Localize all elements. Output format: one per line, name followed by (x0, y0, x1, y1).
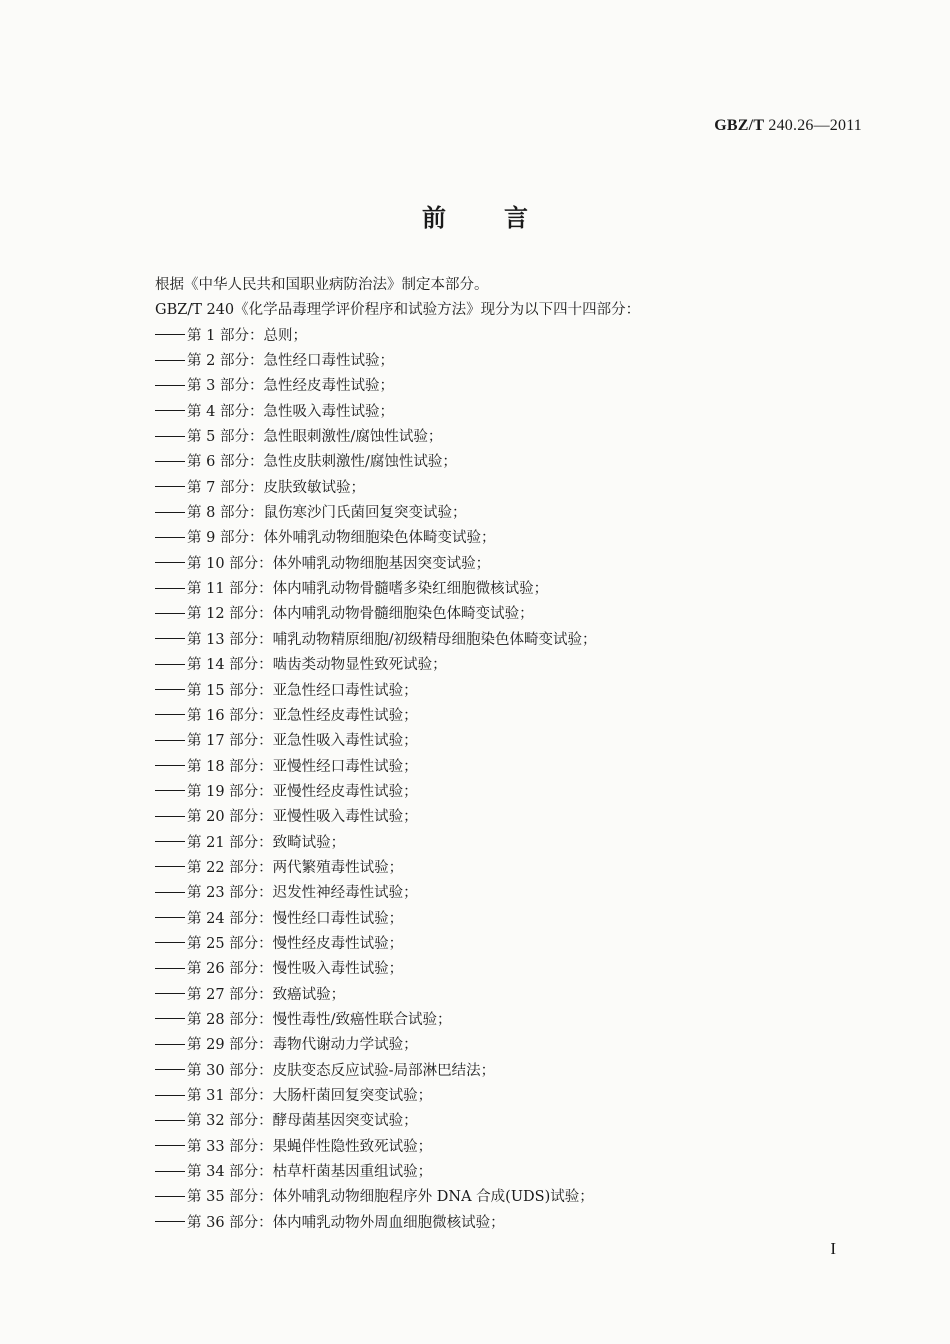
part-text: 第 18 部分：亚慢性经口毒性试验； (187, 758, 418, 775)
dash-mark (155, 714, 185, 715)
part-list-item (155, 907, 875, 932)
part-list-item (155, 1059, 875, 1084)
part-text: 第 14 部分：啮齿类动物显性致死试验； (187, 657, 447, 674)
part-list-item (155, 1185, 875, 1210)
part-list-item (155, 628, 875, 653)
dash-mark (155, 562, 185, 563)
part-list-item (155, 780, 875, 805)
dash-mark (155, 1120, 185, 1121)
part-text: 第 10 部分：体外哺乳动物细胞基因突变试验； (187, 555, 491, 572)
part-list-item (155, 805, 875, 830)
part-list-item (155, 729, 875, 754)
part-list-item (155, 1084, 875, 1109)
dash-mark (155, 689, 185, 690)
part-text: 第 7 部分：皮肤致敏试验； (187, 479, 365, 496)
part-text: 第 15 部分：亚急性经口毒性试验； (187, 682, 418, 699)
part-list-item (155, 1008, 875, 1033)
part-list-item (155, 552, 875, 577)
part-text: 第 22 部分：两代繁殖毒性试验； (187, 859, 404, 876)
part-list-item (155, 679, 875, 704)
part-text: 第 26 部分：慢性吸入毒性试验； (187, 961, 404, 978)
part-text: 第 25 部分：慢性经皮毒性试验； (187, 935, 404, 952)
dash-mark (155, 461, 185, 462)
part-list-item (155, 1160, 875, 1185)
standard-code (714, 117, 862, 135)
dash-mark (155, 942, 185, 943)
dash-mark (155, 486, 185, 487)
part-text: 第 2 部分：急性经口毒性试验； (187, 353, 394, 370)
part-list-item (155, 1109, 875, 1134)
dash-mark (155, 1196, 185, 1197)
dash-mark (155, 765, 185, 766)
part-text: 第 36 部分：体内哺乳动物外周血细胞微核试验； (187, 1214, 505, 1231)
part-text: 第 17 部分：亚急性吸入毒性试验； (187, 733, 418, 750)
dash-mark (155, 740, 185, 741)
part-list-item (155, 349, 875, 374)
dash-mark (155, 1044, 185, 1045)
page-title: 前言 (422, 204, 586, 232)
dash-mark (155, 790, 185, 791)
dash-mark (155, 360, 185, 361)
part-list-item (155, 831, 875, 856)
dash-mark (155, 1145, 185, 1146)
part-list-item (155, 602, 875, 627)
dash-mark (155, 664, 185, 665)
part-list-item (155, 704, 875, 729)
dash-mark (155, 613, 185, 614)
dash-mark (155, 588, 185, 589)
part-text: 第 4 部分：急性吸入毒性试验； (187, 403, 394, 420)
part-list-item (155, 374, 875, 399)
part-list-item (155, 476, 875, 501)
part-text: 第 1 部分：总则； (187, 327, 307, 344)
part-text: 第 27 部分：致癌试验； (187, 986, 346, 1003)
dash-mark (155, 385, 185, 386)
part-text: 第 19 部分：亚慢性经皮毒性试验； (187, 783, 418, 800)
part-text: 第 13 部分：哺乳动物精原细胞/初级精母细胞染色体畸变试验； (187, 631, 597, 648)
part-text: 第 35 部分：体外哺乳动物细胞程序外 DNA 合成(UDS)试验； (187, 1189, 594, 1206)
dash-mark (155, 968, 185, 969)
part-list-item (155, 1033, 875, 1058)
part-list-item (155, 856, 875, 881)
part-text: 第 23 部分：迟发性神经毒性试验； (187, 885, 418, 902)
part-list-item (155, 1211, 875, 1236)
dash-mark (155, 512, 185, 513)
standard-number: 240.26—2011 (768, 117, 862, 134)
dash-mark (155, 917, 185, 918)
part-list-item (155, 526, 875, 551)
intro-line: GBZ/T 240《化学品毒理学评价程序和试验方法》现分为以下四十四部分： (155, 302, 641, 319)
part-list-item (155, 653, 875, 678)
dash-mark (155, 993, 185, 994)
part-text: 第 8 部分：鼠伤寒沙门氏菌回复突变试验； (187, 505, 467, 522)
dash-mark (155, 892, 185, 893)
part-text: 第 29 部分：毒物代谢动力学试验； (187, 1037, 418, 1054)
dash-mark (155, 1018, 185, 1019)
dash-mark (155, 638, 185, 639)
part-text: 第 30 部分：皮肤变态反应试验-局部淋巴结法； (187, 1062, 496, 1079)
part-list-item (155, 1135, 875, 1160)
part-list-item (155, 755, 875, 780)
foreword-body (155, 273, 875, 1236)
part-list-item (155, 957, 875, 982)
intro-line: 根据《中华人民共和国职业病防治法》制定本部分。 (155, 277, 489, 293)
dash-mark (155, 1221, 185, 1222)
part-text: 第 24 部分：慢性经口毒性试验； (187, 910, 404, 927)
part-list-item (155, 324, 875, 349)
part-text: 第 6 部分：急性皮肤刺激性/腐蚀性试验； (187, 454, 457, 471)
dash-mark (155, 816, 185, 817)
part-text: 第 32 部分：酵母菌基因突变试验； (187, 1113, 418, 1130)
dash-mark (155, 1069, 185, 1070)
part-text: 第 11 部分：体内哺乳动物骨髓嗜多染红细胞微核试验； (187, 581, 549, 598)
dash-mark (155, 334, 185, 335)
part-text: 第 31 部分：大肠杆菌回复突变试验； (187, 1088, 433, 1104)
part-text: 第 9 部分：体外哺乳动物细胞染色体畸变试验； (187, 530, 496, 547)
part-list-item (155, 501, 875, 526)
part-text: 第 34 部分：枯草杆菌基因重组试验； (187, 1164, 433, 1181)
standard-prefix: GBZ/T (714, 117, 765, 134)
dash-mark (155, 1095, 185, 1096)
dash-mark (155, 436, 185, 437)
part-list-item (155, 450, 875, 475)
part-text: 第 16 部分：亚急性经皮毒性试验； (187, 707, 418, 724)
part-text: 第 20 部分：亚慢性吸入毒性试验； (187, 809, 418, 826)
part-text: 第 3 部分：急性经皮毒性试验； (187, 378, 394, 395)
part-text: 第 28 部分：慢性毒性/致癌性联合试验； (187, 1011, 452, 1028)
dash-mark (155, 841, 185, 842)
part-list-item (155, 425, 875, 450)
dash-mark (155, 537, 185, 538)
part-text: 第 33 部分：果蝇伴性隐性致死试验； (187, 1138, 433, 1155)
dash-mark (155, 1171, 185, 1172)
part-text: 第 12 部分：体内哺乳动物骨髓细胞染色体畸变试验； (187, 606, 534, 623)
page-number: I (830, 1239, 836, 1258)
part-list-item (155, 577, 875, 602)
part-list-item (155, 932, 875, 957)
part-text: 第 5 部分：急性眼刺激性/腐蚀性试验； (187, 429, 443, 446)
part-text: 第 21 部分：致畸试验； (187, 834, 346, 851)
dash-mark (155, 410, 185, 411)
part-list-item (155, 400, 875, 425)
part-list-item (155, 881, 875, 906)
part-list-item (155, 983, 875, 1008)
dash-mark (155, 866, 185, 867)
